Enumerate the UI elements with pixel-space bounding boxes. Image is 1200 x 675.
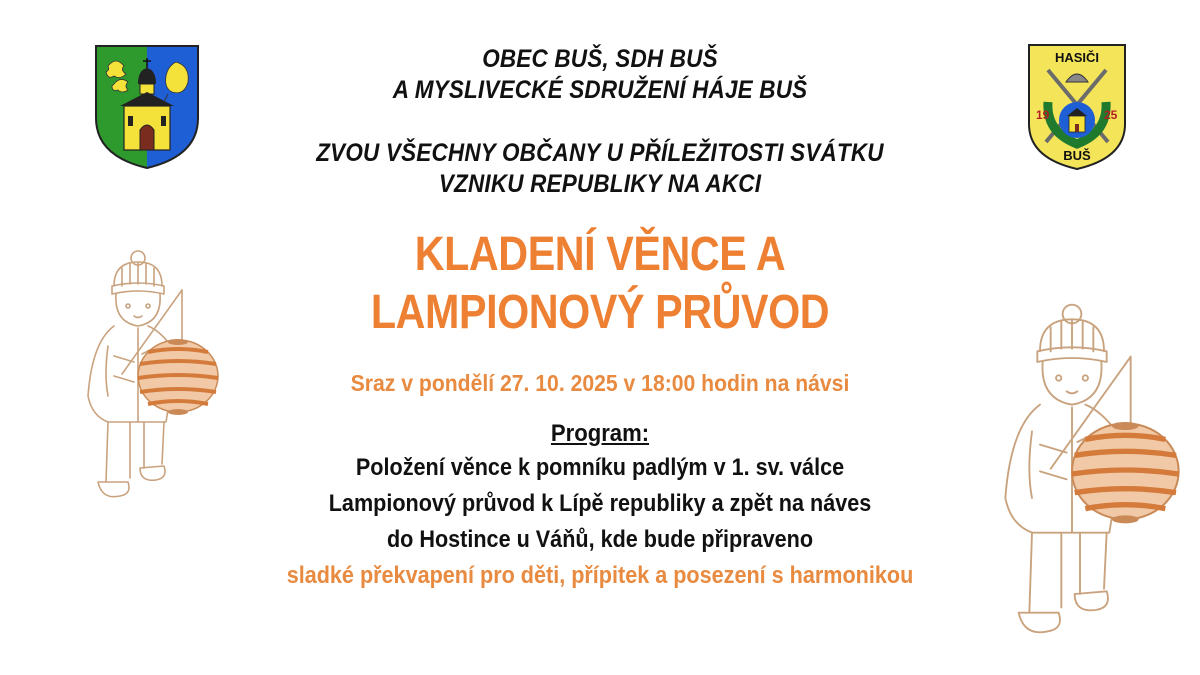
organizers-line-2: A MYSLIVECKÉ SDRUŽENÍ HÁJE BUŠ — [392, 76, 808, 104]
program-item-highlight: sladké překvapení pro děti, přípitek a posezení s harmonikou — [286, 562, 914, 589]
organizers-line-1: OBEC BUŠ, SDH BUŠ — [482, 45, 718, 73]
badge-year-left: 19 — [1036, 108, 1050, 122]
meeting-info: Sraz v pondělí 27. 10. 2025 v 18:00 hodin na návsi — [350, 370, 850, 396]
organizers-block — [276, 44, 924, 106]
badge-year-right: 25 — [1104, 108, 1118, 122]
event-title — [290, 226, 909, 342]
badge-top-text: HASIČI — [1054, 50, 1100, 65]
program-heading: Program: — [550, 420, 650, 447]
event-title-line-1: KLADENÍ VĚNCE A — [414, 228, 786, 281]
event-title-line-2: LAMPIONOVÝ PRŮVOD — [370, 286, 830, 339]
child-with-lantern-icon — [78, 246, 228, 516]
village-coat-of-arms-icon — [94, 44, 200, 170]
firefighters-badge — [1026, 42, 1128, 172]
program-item: Lampionový průvod k Lípě republiky a zpět na náves — [328, 490, 872, 517]
program-list — [276, 450, 924, 594]
child-with-lantern-icon — [992, 292, 1192, 664]
invitation-line-2: VZNIKU REPUBLIKY NA AKCI — [438, 170, 762, 198]
program-item: do Hostince u Váňů, kde bude připraveno — [386, 526, 814, 553]
invitation-line-1: ZVOU VŠECHNY OBČANY U PŘÍLEŽITOSTI SVÁTKU — [316, 139, 884, 167]
invitation-block — [276, 138, 924, 200]
program-item: Položení věnce k pomníku padlým v 1. sv. válce — [355, 454, 845, 481]
badge-bottom-text: BUŠ — [1063, 148, 1091, 163]
